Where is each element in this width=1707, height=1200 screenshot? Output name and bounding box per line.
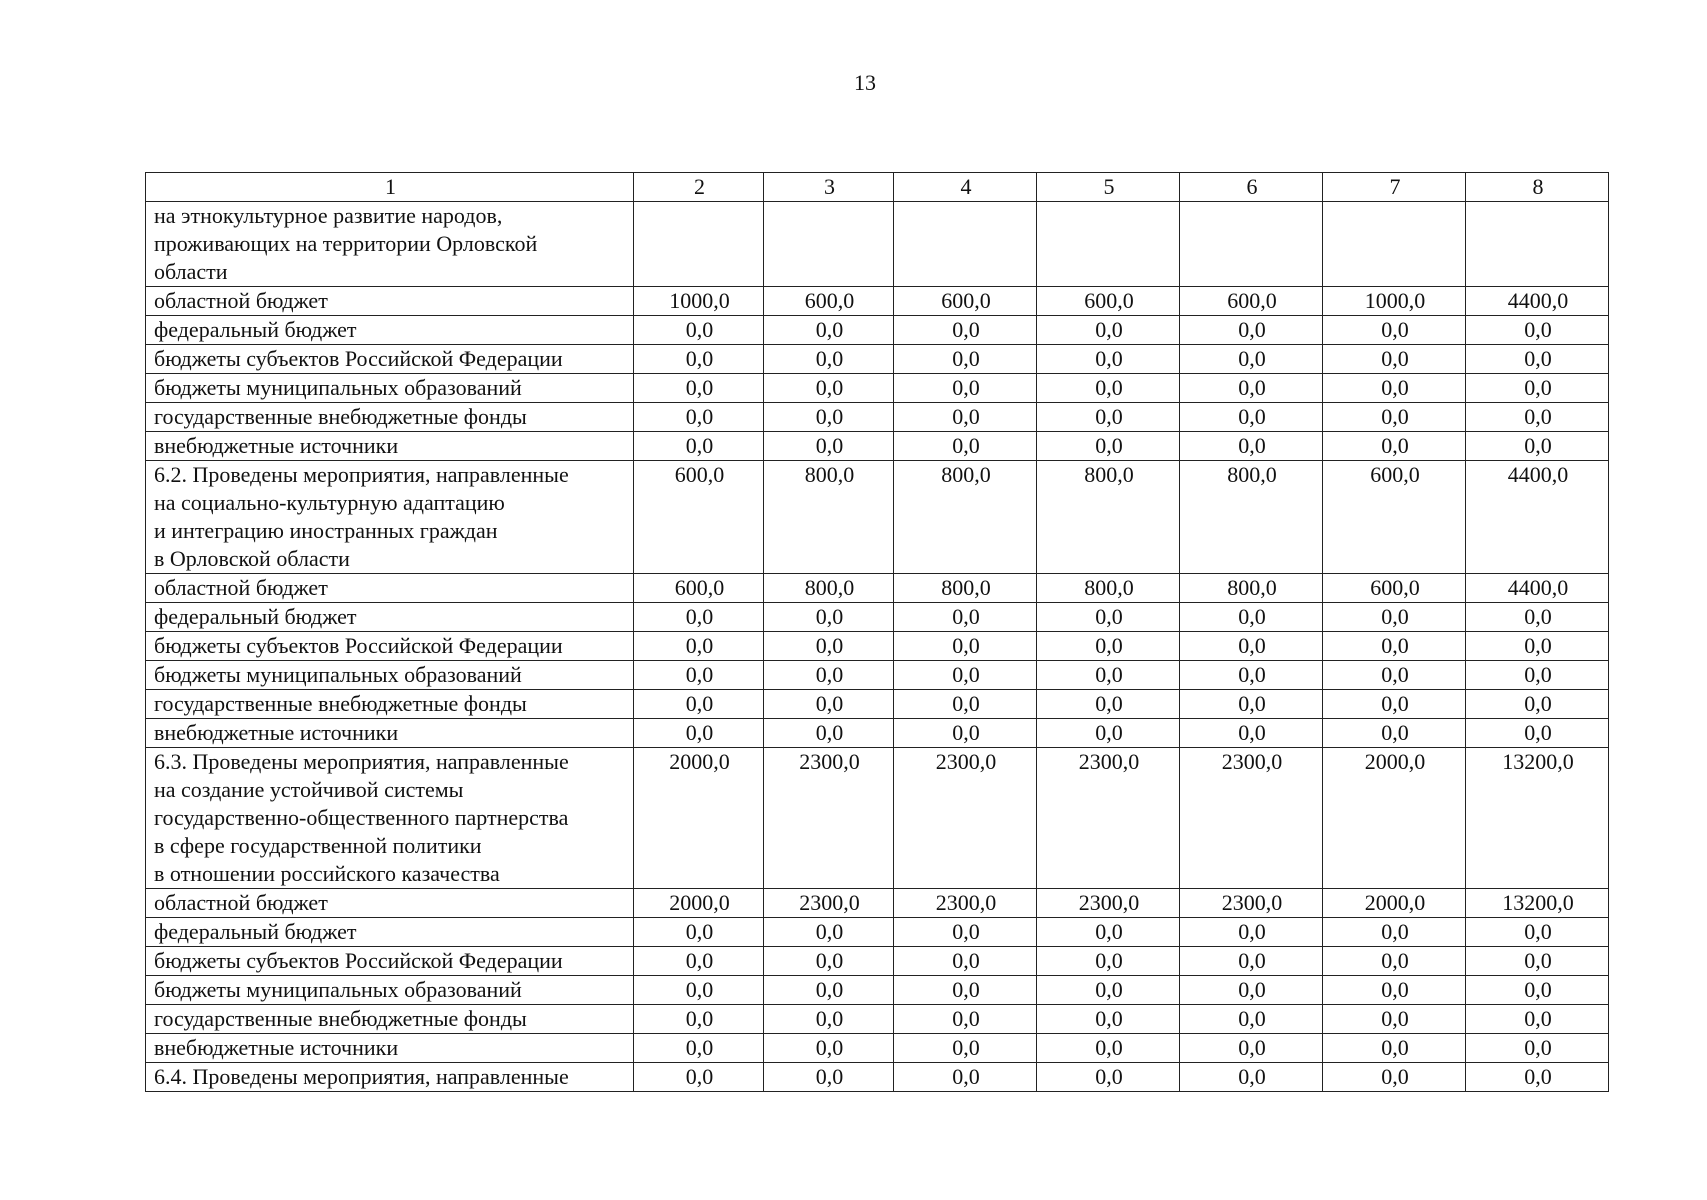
row-label-line: в отношении российского казачества xyxy=(154,861,500,886)
value-cell-col-4: 0,0 xyxy=(894,316,1037,345)
row-label-line: бюджеты субъектов Российской Федерации xyxy=(154,346,563,371)
value-cell-col-6: 600,0 xyxy=(1180,287,1323,316)
value-cell-col-4: 0,0 xyxy=(894,1063,1037,1092)
header-cell-1: 1 xyxy=(146,173,634,202)
value-cell-col-7: 0,0 xyxy=(1323,374,1466,403)
value-cell-col-3: 2300,0 xyxy=(764,748,894,889)
value-cell-col-8: 0,0 xyxy=(1466,316,1609,345)
value-cell-col-7: 0,0 xyxy=(1323,690,1466,719)
value-cell-col-7: 0,0 xyxy=(1323,719,1466,748)
value-cell-col-6: 2300,0 xyxy=(1180,748,1323,889)
value-cell-col-2: 2000,0 xyxy=(634,889,764,918)
row-label xyxy=(146,947,634,976)
row-label-line: бюджеты муниципальных образований xyxy=(154,375,522,400)
value-cell-col-5: 0,0 xyxy=(1037,603,1180,632)
value-cell-col-3: 0,0 xyxy=(764,661,894,690)
value-cell-col-8: 0,0 xyxy=(1466,918,1609,947)
row-label xyxy=(146,603,634,632)
value-cell-col-4: 0,0 xyxy=(894,976,1037,1005)
value-cell-col-8: 13200,0 xyxy=(1466,748,1609,889)
table-row xyxy=(146,316,1609,345)
value-cell-col-6: 0,0 xyxy=(1180,345,1323,374)
value-cell-col-3: 600,0 xyxy=(764,287,894,316)
value-cell-col-5: 0,0 xyxy=(1037,690,1180,719)
header-cell-3: 3 xyxy=(764,173,894,202)
table-row xyxy=(146,202,1609,287)
value-cell-col-2: 0,0 xyxy=(634,1063,764,1092)
value-cell-col-4: 0,0 xyxy=(894,374,1037,403)
row-label xyxy=(146,461,634,574)
value-cell-col-2: 0,0 xyxy=(634,603,764,632)
value-cell-col-8 xyxy=(1466,202,1609,287)
value-cell-col-5: 600,0 xyxy=(1037,287,1180,316)
table-row xyxy=(146,889,1609,918)
table-row xyxy=(146,748,1609,889)
value-cell-col-6: 0,0 xyxy=(1180,316,1323,345)
value-cell-col-6: 0,0 xyxy=(1180,976,1323,1005)
row-label-line: государственно-общественного партнерства xyxy=(154,805,569,830)
value-cell-col-2: 0,0 xyxy=(634,661,764,690)
value-cell-col-6: 0,0 xyxy=(1180,661,1323,690)
value-cell-col-4: 0,0 xyxy=(894,603,1037,632)
value-cell-col-6: 800,0 xyxy=(1180,461,1323,574)
table-row xyxy=(146,690,1609,719)
row-label-line: областной бюджет xyxy=(154,575,328,600)
value-cell-col-6: 0,0 xyxy=(1180,432,1323,461)
value-cell-col-5: 800,0 xyxy=(1037,574,1180,603)
header-cell-4: 4 xyxy=(894,173,1037,202)
value-cell-col-8: 4400,0 xyxy=(1466,287,1609,316)
value-cell-col-3: 800,0 xyxy=(764,461,894,574)
value-cell-col-7: 0,0 xyxy=(1323,632,1466,661)
row-label-line: областной бюджет xyxy=(154,890,328,915)
row-label-line: бюджеты муниципальных образований xyxy=(154,662,522,687)
row-label-line: государственные внебюджетные фонды xyxy=(154,1006,527,1031)
value-cell-col-7: 1000,0 xyxy=(1323,287,1466,316)
value-cell-col-2: 0,0 xyxy=(634,918,764,947)
value-cell-col-2: 0,0 xyxy=(634,374,764,403)
value-cell-col-6: 0,0 xyxy=(1180,1063,1323,1092)
row-label xyxy=(146,748,634,889)
value-cell-col-4: 2300,0 xyxy=(894,889,1037,918)
row-label-line: области xyxy=(154,259,228,284)
row-label xyxy=(146,976,634,1005)
value-cell-col-3: 0,0 xyxy=(764,403,894,432)
header-cell-7: 7 xyxy=(1323,173,1466,202)
value-cell-col-4: 0,0 xyxy=(894,432,1037,461)
value-cell-col-5: 2300,0 xyxy=(1037,889,1180,918)
value-cell-col-7: 2000,0 xyxy=(1323,889,1466,918)
value-cell-col-8: 0,0 xyxy=(1466,603,1609,632)
value-cell-col-5: 0,0 xyxy=(1037,1063,1180,1092)
value-cell-col-2: 0,0 xyxy=(634,632,764,661)
value-cell-col-4: 0,0 xyxy=(894,719,1037,748)
row-label-line: 6.4. Проведены мероприятия, направленные xyxy=(154,1064,569,1089)
table-row xyxy=(146,374,1609,403)
row-label-line: на создание устойчивой системы xyxy=(154,777,464,802)
value-cell-col-6: 0,0 xyxy=(1180,1005,1323,1034)
value-cell-col-7: 600,0 xyxy=(1323,461,1466,574)
row-label-line: проживающих на территории Орловской xyxy=(154,231,538,256)
value-cell-col-8: 0,0 xyxy=(1466,632,1609,661)
value-cell-col-7: 0,0 xyxy=(1323,976,1466,1005)
value-cell-col-5: 800,0 xyxy=(1037,461,1180,574)
value-cell-col-6: 0,0 xyxy=(1180,403,1323,432)
value-cell-col-3: 0,0 xyxy=(764,1034,894,1063)
value-cell-col-7: 0,0 xyxy=(1323,1063,1466,1092)
row-label-line: федеральный бюджет xyxy=(154,317,357,342)
value-cell-col-7: 0,0 xyxy=(1323,432,1466,461)
row-label xyxy=(146,287,634,316)
value-cell-col-5: 0,0 xyxy=(1037,1034,1180,1063)
row-label xyxy=(146,202,634,287)
table-row xyxy=(146,1034,1609,1063)
header-cell-2: 2 xyxy=(634,173,764,202)
row-label xyxy=(146,403,634,432)
value-cell-col-4: 0,0 xyxy=(894,403,1037,432)
value-cell-col-5: 0,0 xyxy=(1037,976,1180,1005)
value-cell-col-7: 0,0 xyxy=(1323,918,1466,947)
value-cell-col-3: 2300,0 xyxy=(764,889,894,918)
value-cell-col-7: 600,0 xyxy=(1323,574,1466,603)
value-cell-col-3: 0,0 xyxy=(764,918,894,947)
header-row xyxy=(146,173,1609,202)
value-cell-col-7: 0,0 xyxy=(1323,345,1466,374)
value-cell-col-2: 0,0 xyxy=(634,976,764,1005)
value-cell-col-4: 0,0 xyxy=(894,947,1037,976)
value-cell-col-2: 600,0 xyxy=(634,461,764,574)
row-label xyxy=(146,432,634,461)
value-cell-col-7: 0,0 xyxy=(1323,947,1466,976)
value-cell-col-7: 0,0 xyxy=(1323,1005,1466,1034)
table-row xyxy=(146,632,1609,661)
value-cell-col-8: 0,0 xyxy=(1466,1063,1609,1092)
table-row xyxy=(146,403,1609,432)
table-row xyxy=(146,574,1609,603)
header-cell-5: 5 xyxy=(1037,173,1180,202)
value-cell-col-4: 0,0 xyxy=(894,918,1037,947)
value-cell-col-4: 2300,0 xyxy=(894,748,1037,889)
row-label xyxy=(146,1034,634,1063)
value-cell-col-4: 0,0 xyxy=(894,632,1037,661)
value-cell-col-6 xyxy=(1180,202,1323,287)
value-cell-col-8: 0,0 xyxy=(1466,947,1609,976)
row-label-line: 6.3. Проведены мероприятия, направленные xyxy=(154,749,569,774)
value-cell-col-6: 0,0 xyxy=(1180,918,1323,947)
row-label xyxy=(146,1005,634,1034)
value-cell-col-7 xyxy=(1323,202,1466,287)
row-label-line: государственные внебюджетные фонды xyxy=(154,404,527,429)
table-row xyxy=(146,1005,1609,1034)
value-cell-col-8: 0,0 xyxy=(1466,1034,1609,1063)
table-row xyxy=(146,661,1609,690)
value-cell-col-8: 0,0 xyxy=(1466,1005,1609,1034)
value-cell-col-4: 0,0 xyxy=(894,690,1037,719)
value-cell-col-3 xyxy=(764,202,894,287)
row-label xyxy=(146,345,634,374)
value-cell-col-7: 0,0 xyxy=(1323,403,1466,432)
row-label-line: внебюджетные источники xyxy=(154,433,399,458)
value-cell-col-5: 0,0 xyxy=(1037,947,1180,976)
value-cell-col-4: 0,0 xyxy=(894,1034,1037,1063)
value-cell-col-3: 0,0 xyxy=(764,432,894,461)
value-cell-col-2 xyxy=(634,202,764,287)
value-cell-col-6: 0,0 xyxy=(1180,690,1323,719)
value-cell-col-2: 0,0 xyxy=(634,316,764,345)
value-cell-col-7: 0,0 xyxy=(1323,661,1466,690)
row-label-line: внебюджетные источники xyxy=(154,720,399,745)
value-cell-col-5 xyxy=(1037,202,1180,287)
table-row xyxy=(146,947,1609,976)
value-cell-col-6: 0,0 xyxy=(1180,603,1323,632)
budget-table xyxy=(145,172,1609,1092)
header-cell-6: 6 xyxy=(1180,173,1323,202)
value-cell-col-4: 800,0 xyxy=(894,574,1037,603)
row-label-line: 6.2. Проведены мероприятия, направленные xyxy=(154,462,569,487)
row-label xyxy=(146,889,634,918)
value-cell-col-8: 0,0 xyxy=(1466,432,1609,461)
value-cell-col-2: 0,0 xyxy=(634,1005,764,1034)
table-row xyxy=(146,719,1609,748)
value-cell-col-8: 13200,0 xyxy=(1466,889,1609,918)
row-label-line: бюджеты муниципальных образований xyxy=(154,977,522,1002)
table-row xyxy=(146,432,1609,461)
row-label-line: на этнокультурное развитие народов, xyxy=(154,203,503,228)
value-cell-col-6: 0,0 xyxy=(1180,947,1323,976)
value-cell-col-2: 0,0 xyxy=(634,690,764,719)
value-cell-col-3: 0,0 xyxy=(764,632,894,661)
value-cell-col-5: 0,0 xyxy=(1037,345,1180,374)
header-cell-8: 8 xyxy=(1466,173,1609,202)
value-cell-col-2: 0,0 xyxy=(634,432,764,461)
value-cell-col-6: 0,0 xyxy=(1180,719,1323,748)
value-cell-col-2: 2000,0 xyxy=(634,748,764,889)
value-cell-col-8: 4400,0 xyxy=(1466,461,1609,574)
row-label xyxy=(146,918,634,947)
value-cell-col-5: 0,0 xyxy=(1037,403,1180,432)
value-cell-col-6: 800,0 xyxy=(1180,574,1323,603)
row-label-line: и интеграцию иностранных граждан xyxy=(154,518,498,543)
row-label-line: бюджеты субъектов Российской Федерации xyxy=(154,633,563,658)
value-cell-col-3: 0,0 xyxy=(764,316,894,345)
row-label xyxy=(146,374,634,403)
value-cell-col-2: 0,0 xyxy=(634,947,764,976)
value-cell-col-2: 0,0 xyxy=(634,719,764,748)
value-cell-col-8: 0,0 xyxy=(1466,661,1609,690)
value-cell-col-3: 800,0 xyxy=(764,574,894,603)
value-cell-col-5: 0,0 xyxy=(1037,374,1180,403)
row-label xyxy=(146,574,634,603)
value-cell-col-5: 0,0 xyxy=(1037,719,1180,748)
value-cell-col-7: 0,0 xyxy=(1323,316,1466,345)
value-cell-col-4: 0,0 xyxy=(894,345,1037,374)
value-cell-col-4: 0,0 xyxy=(894,1005,1037,1034)
page-number: 13 xyxy=(854,70,876,95)
table-row xyxy=(146,345,1609,374)
row-label-line: федеральный бюджет xyxy=(154,919,357,944)
row-label xyxy=(146,661,634,690)
value-cell-col-6: 0,0 xyxy=(1180,632,1323,661)
value-cell-col-5: 0,0 xyxy=(1037,661,1180,690)
value-cell-col-3: 0,0 xyxy=(764,345,894,374)
value-cell-col-2: 0,0 xyxy=(634,403,764,432)
value-cell-col-8: 0,0 xyxy=(1466,976,1609,1005)
value-cell-col-4: 800,0 xyxy=(894,461,1037,574)
row-label xyxy=(146,719,634,748)
table-row xyxy=(146,603,1609,632)
value-cell-col-6: 2300,0 xyxy=(1180,889,1323,918)
value-cell-col-3: 0,0 xyxy=(764,690,894,719)
value-cell-col-7: 0,0 xyxy=(1323,1034,1466,1063)
table-row xyxy=(146,461,1609,574)
value-cell-col-3: 0,0 xyxy=(764,603,894,632)
row-label-line: в сфере государственной политики xyxy=(154,833,482,858)
table-body xyxy=(146,173,1609,1092)
value-cell-col-7: 0,0 xyxy=(1323,603,1466,632)
row-label xyxy=(146,632,634,661)
row-label-line: внебюджетные источники xyxy=(154,1035,399,1060)
value-cell-col-4: 0,0 xyxy=(894,661,1037,690)
value-cell-col-4: 600,0 xyxy=(894,287,1037,316)
value-cell-col-5: 0,0 xyxy=(1037,316,1180,345)
table-row xyxy=(146,287,1609,316)
value-cell-col-3: 0,0 xyxy=(764,976,894,1005)
value-cell-col-8: 0,0 xyxy=(1466,345,1609,374)
value-cell-col-2: 600,0 xyxy=(634,574,764,603)
table-row xyxy=(146,918,1609,947)
value-cell-col-5: 0,0 xyxy=(1037,432,1180,461)
value-cell-col-6: 0,0 xyxy=(1180,1034,1323,1063)
value-cell-col-8: 0,0 xyxy=(1466,403,1609,432)
value-cell-col-3: 0,0 xyxy=(764,719,894,748)
value-cell-col-5: 0,0 xyxy=(1037,918,1180,947)
row-label-line: в Орловской области xyxy=(154,546,350,571)
value-cell-col-3: 0,0 xyxy=(764,1005,894,1034)
value-cell-col-8: 0,0 xyxy=(1466,374,1609,403)
value-cell-col-3: 0,0 xyxy=(764,947,894,976)
value-cell-col-3: 0,0 xyxy=(764,1063,894,1092)
value-cell-col-5: 0,0 xyxy=(1037,632,1180,661)
value-cell-col-5: 2300,0 xyxy=(1037,748,1180,889)
value-cell-col-2: 0,0 xyxy=(634,1034,764,1063)
value-cell-col-2: 0,0 xyxy=(634,345,764,374)
table-row xyxy=(146,1063,1609,1092)
row-label xyxy=(146,1063,634,1092)
row-label-line: на социально-культурную адаптацию xyxy=(154,490,505,515)
value-cell-col-3: 0,0 xyxy=(764,374,894,403)
value-cell-col-2: 1000,0 xyxy=(634,287,764,316)
value-cell-col-6: 0,0 xyxy=(1180,374,1323,403)
value-cell-col-8: 0,0 xyxy=(1466,719,1609,748)
row-label xyxy=(146,690,634,719)
row-label xyxy=(146,316,634,345)
row-label-line: областной бюджет xyxy=(154,288,328,313)
value-cell-col-8: 0,0 xyxy=(1466,690,1609,719)
row-label-line: бюджеты субъектов Российской Федерации xyxy=(154,948,563,973)
value-cell-col-7: 2000,0 xyxy=(1323,748,1466,889)
value-cell-col-5: 0,0 xyxy=(1037,1005,1180,1034)
value-cell-col-8: 4400,0 xyxy=(1466,574,1609,603)
table-row xyxy=(146,976,1609,1005)
row-label-line: государственные внебюджетные фонды xyxy=(154,691,527,716)
row-label-line: федеральный бюджет xyxy=(154,604,357,629)
value-cell-col-4 xyxy=(894,202,1037,287)
